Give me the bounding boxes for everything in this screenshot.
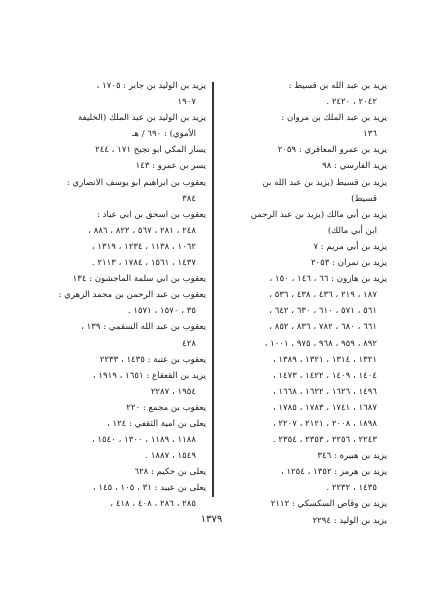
index-entry-line: يسار المكي ابو نجيح ١٧١ ، ٢٤٤: [95, 145, 206, 156]
index-entry-line: يعلى بن عبيد : ٣١ ، ١٠٥ ، ١٤٥ ،: [92, 483, 206, 494]
index-entry-line: ١٤٠٤ ، ١٤٠٩ ، ١٤٢٢ ، ١٤٧٣ ،: [272, 370, 377, 381]
index-entry-line: يزيد بن الوليد : ٢٢٩٤: [312, 515, 387, 526]
index-entry-line: يزيد بن هبيرة : ٣٤٦: [317, 451, 387, 462]
index-entry-line: يعقوب بن ابراهيم ابو يوسف الانصاري :: [66, 177, 206, 188]
index-entry-line: يزيد بن عمرو المعافري : ٢٠٥٩: [277, 145, 387, 156]
index-entry-line: ١٤٣٥ ، ٢٢٣٢ .: [326, 483, 377, 494]
index-entry-line: يزيد الفارسي : ٩٨: [322, 161, 387, 172]
index-entry-line: ١٣٦: [363, 129, 377, 140]
index-entry-line: يزيد بن وقاص السكسكي : ٢١١٢: [270, 499, 387, 510]
index-entry-line: يعقوب بن عبد الرحمن بن محمد الزهري :: [58, 290, 206, 301]
index-entry-line: الأموي) : ٦٩٠ / هـ: [131, 129, 196, 140]
index-entry-line: ١٣٢١ ، ١٣١٤ ، ١٣٢١ ، ١٣٨٩ ،: [272, 354, 377, 365]
index-entry-line: يزيد بن أبي مريم : ٧: [313, 241, 387, 252]
index-entry-line: يزيد بن قسيط (يزيد بن عبد الله بن: [262, 177, 387, 188]
index-entry-line: ٨٩٢ ، ٩٥٩ ، ٩٦٨ ، ٩٧٥ ، ١٠٠١ ،: [264, 338, 377, 349]
index-entry-line: ٥٦١ ، ٥٧١ ، ٦١٠ ، ٦٣٠ ، ٦٤٢ ،: [269, 306, 377, 317]
index-column-left: [44, 78, 206, 513]
index-entry-line: يعلى بن امية الثقفي : ١٢٤ ،: [106, 418, 206, 429]
index-entry-line: ٣٥ ، ١٥٧٠ ، ١٥٧١ .: [127, 306, 196, 317]
index-entry-line: يزيد بن الوليد بن جابر : ١٧٠٥ ،: [96, 81, 206, 91]
index-entry-line: يزيد بن هارون : ٦٦ ، ١٤٦ ، ١٥٠ ،: [269, 274, 387, 285]
index-entry-line: يزيد بن عبد الملك بن مروان :: [281, 113, 387, 124]
index-entry-line: ١٤٩٦ ، ١٦٢٦ ، ١٦٢٢ ، ١٦٦٨ ،: [272, 386, 377, 397]
index-entry-line: قسيط): [351, 193, 377, 204]
index-entry-line: ١٨٩٨ ، ٢٠٠٨ ، ٢١٢١ ، ٢٢٠٧ ،: [272, 418, 377, 429]
column-divider: [212, 82, 214, 497]
index-entry-line: ٤٢٨: [182, 338, 196, 349]
index-entry-line: ١١٨٨ ، ١١٨٩ ، ١٣٠٠ ، ١٥٤٠ ،: [91, 435, 196, 446]
index-entry-line: يعقوب بن عبد الله السقمي : ١٣٩ ،: [81, 322, 206, 333]
index-entry-line: ٢٨٥ ، ٢٨٦ ، ٤٠٨ ، ٤١٨ ،: [110, 499, 196, 510]
index-entry-line: يسر بن عمرو : ١٤٣: [135, 161, 206, 172]
index-entry-line: ١٥٤٩ ، ١٨٨٧ .: [145, 451, 196, 462]
index-entry-line: ٢٢٤٣ ، ٢٢٥٦ ، ٢٣٥٣ ، ٢٣٥٤ .: [272, 435, 377, 446]
index-entry-line: ٦٦١ ، ٦٨٠ ، ٧٨٢ ، ٨٣٦ ، ٨٥٢ ،: [269, 322, 377, 333]
index-entry-line: يزيد بن القعقاع : ١٦٥١ ، ١٩١٩ ،: [92, 370, 206, 381]
index-entry-line: ٢٠٤٢ ، ٢٤٢٠ .: [326, 97, 377, 108]
index-entry-line: ابن أبي مالك): [327, 225, 377, 236]
index-entry-line: يعقوب بن ابي سلمة الماجشون : ١٣٤: [72, 274, 206, 285]
index-entry-line: يعقوب بن مجمع : ٢٢٠: [126, 402, 206, 413]
index-entry-line: يزيد بن عبد الله بن قسيط :: [288, 81, 387, 91]
index-entry-line: يزيد بن الوليد بن عبد الملك (الخليفة: [77, 113, 206, 124]
index-entry-line: ٢٤٨ ، ٢٨١ ، ٥٦٧ ، ٨٢٢ ، ٨٨٦ ،: [88, 225, 196, 236]
index-entry-line: ٣٨٤: [182, 193, 196, 204]
index-entry-line: يعقوب بن عتبة : ١٤٣٥ ، ٢٢٣٣: [99, 354, 206, 365]
index-entry-line: ١٤٣٧ ، ١٥٦١ ، ١٧٨٤ ، ٢١١٣ .: [91, 258, 196, 269]
index-entry-line: ١٨٧ ، ٢١٩ ، ٤٣٦ ، ٤٣٨ ، ٥٣٦ ،: [269, 290, 377, 301]
index-entry-line: ١٩٥٤ ، ٢٢٨٧: [150, 386, 196, 397]
index-entry-line: يزيد بن هرمز : ١٣٥٢ ، ١٢٥٤ ،: [280, 467, 387, 478]
index-entry-line: يعقوب بن اسحق بن ابي عباد :: [97, 209, 206, 220]
index-entry-line: يزيد بن أبي مالك (يزيد بن عبد الرحمن: [250, 209, 387, 220]
index-entry-line: ١٦٨٧ ، ١٧٤١ ، ١٧٨٣ ، ١٧٨٥ ،: [272, 402, 377, 413]
index-entry-line: يعلى بن حكيم : ٦٢٨: [134, 467, 206, 478]
page-number: ١٣٧٩: [200, 514, 223, 525]
index-column-right: [225, 78, 387, 529]
index-entry-line: ١٠٦٢ ، ١١٣٨ ، ١٢٣٤ ، ١٣١٩ ،: [91, 241, 196, 252]
index-entry-line: يزيد بن نمران : ٢٠٥٣: [310, 258, 387, 269]
index-entry-line: ١٩٠٧: [177, 97, 196, 108]
